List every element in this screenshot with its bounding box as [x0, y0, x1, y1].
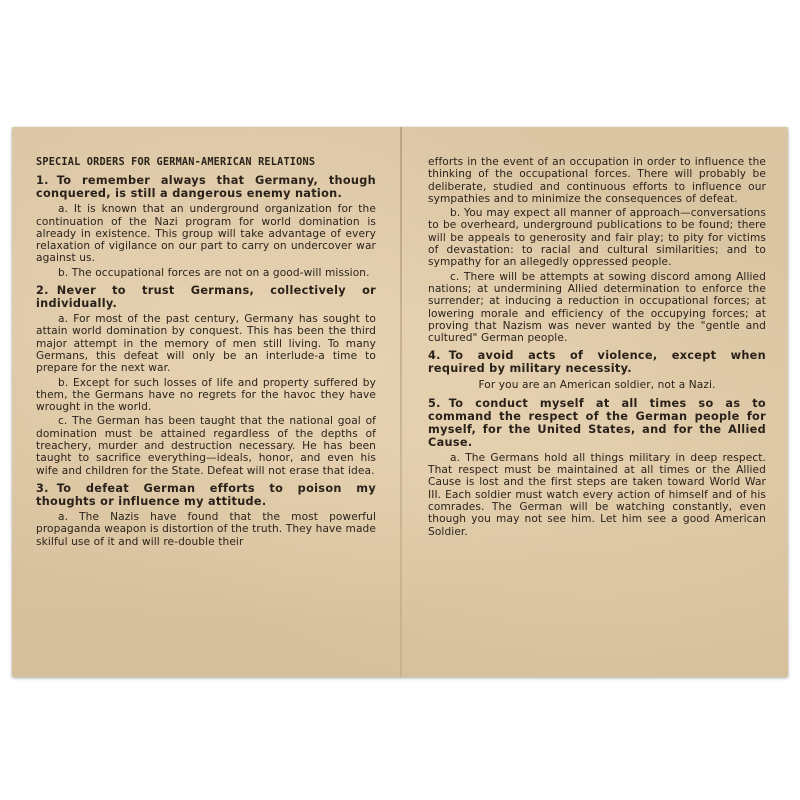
- order-4-text: To avoid acts of violence, except when required by military necessity.: [428, 349, 766, 376]
- order-5-number: 5.: [428, 396, 441, 410]
- order-4-number: 4.: [428, 349, 441, 363]
- order-5a: a. The Germans hold all things military in deep respect. That respect must be maintained at all times or the Allied Cause is lost and the first steps are taken toward World War III. Each soldier must watch every action of himself and of his comrades. The German will be watching constantly, even though you may not see him. Let him see a good American Soldier.: [428, 451, 766, 538]
- order-3a: a. The Nazis have found that the most powerful propaganda weapon is distortion of the truth. They have made skilful use of it and will re-double their: [36, 510, 376, 548]
- order-1-heading: [36, 174, 376, 200]
- order-4-line: For you are an American soldier, not a Nazi.: [478, 379, 716, 392]
- order-1b: b. The occupational forces are not on a good-will mission.: [58, 266, 370, 279]
- order-3-number: 3.: [36, 481, 49, 495]
- center-fold: [400, 127, 402, 677]
- order-3-text: To defeat German efforts to poison my thoughts or influence my attitude.: [36, 481, 376, 508]
- order-1a: a. It is known that an underground organization for the continuation of the Nazi program for world domination is already in existence. This group will take advantage of every relaxation of vigilance on our part to carry on undercover war against us.: [36, 203, 376, 265]
- order-2c: c. The German has been taught that the national goal of domination must be attained regardless of the depths of treachery, murder and destruction necessary. He has been taught to sacrifice everything—ideals, honor, and even his wife and children for the State. Defeat will not erase that idea.: [36, 415, 376, 477]
- order-2-text: Never to trust Germans, collectively or individually.: [36, 284, 376, 311]
- document-title: SPECIAL ORDERS FOR GERMAN-AMERICAN RELATIONS: [36, 155, 316, 168]
- order-2-number: 2.: [36, 284, 49, 298]
- order-2a: a. For most of the past century, Germany has sought to attain world domination by conquest. This has been the third major attempt in the memory of men still living. To many Germans, this defeat will only be an interlude-a time to prepare for the next war.: [36, 313, 376, 375]
- order-1-number: 1.: [36, 174, 49, 188]
- order-3c: c. There will be attempts at sowing discord among Allied nations; at undermining Allied determination to enforce the surrender; at inducing a reduction in occupational forces; at lowering morale and efficiency of the occupying forces; at proving that Nazism was never wanted by the "gentle and cultured" German people.: [428, 270, 766, 345]
- order-4-heading: [428, 349, 766, 375]
- order-1-text: To remember always that Germany, though conquered, is still a dangerous enemy nation.: [36, 174, 376, 201]
- order-5-heading: [428, 397, 766, 449]
- order-2b: b. Except for such losses of life and property suffered by them, the Germans have no regrets for the havoc they have wrought in the world.: [36, 376, 376, 414]
- right-page: [428, 156, 766, 540]
- order-3-heading: [36, 482, 376, 508]
- order-2-heading: [36, 284, 376, 310]
- order-5-text: To conduct myself at all times so as to command the respect of the German people for myself, for the United States, and for the Allied Cause.: [428, 396, 766, 449]
- order-3b: b. You may expect all manner of approach—conversations to be overheard, underground publications to be found; there will be appeals to generosity and fair play; to pity for victims of devastation: to racial and cultural similarities; and to sympathy for an allegedly oppressed people.: [428, 207, 766, 269]
- order-3a-continued: efforts in the event of an occupation in order to influence the thinking of the occupational forces. There will probably be deliberate, studied and continuous efforts to influence our sympathies and to minimize the consequences of defeat.: [428, 156, 766, 205]
- left-page: [36, 156, 376, 550]
